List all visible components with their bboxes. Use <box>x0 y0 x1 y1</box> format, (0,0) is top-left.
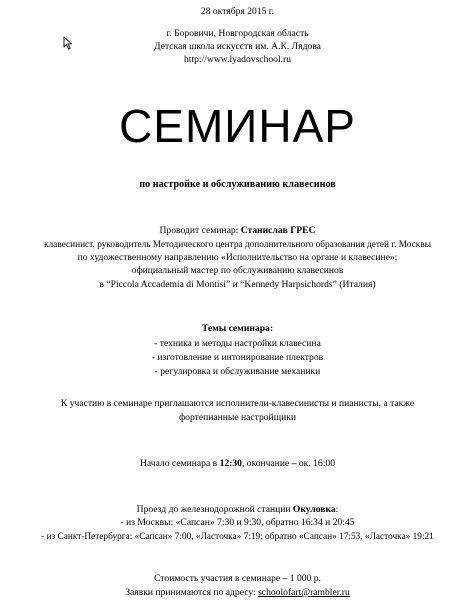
topics-heading: Темы семинара: <box>201 323 274 334</box>
participants-line-2: фортепианные настройщики <box>178 412 297 423</box>
station-name: Окуловка <box>292 504 336 515</box>
page-title: СЕМИНАР <box>119 100 356 152</box>
topic-item: - регулировка и обслуживание механики <box>154 366 321 377</box>
lecturer-master: официальный мастер по обслуживанию клавесинов <box>131 265 344 276</box>
school-name: Детская школа искусств им. А.К. Лядова <box>154 41 321 52</box>
document-date: 28 октября 2015 г. <box>200 6 275 17</box>
schedule-line <box>0 458 475 470</box>
cost-dash: – <box>282 573 288 584</box>
schedule-dash: – <box>291 458 297 469</box>
cost-line <box>0 573 475 585</box>
travel-intro-line <box>0 504 475 516</box>
lecturer-name: Станислав ГРЕС <box>240 225 316 236</box>
end-time: ок. 16:00 <box>296 458 335 469</box>
lecturer-academies: в “Piccola Accademia di Montisi” и “Kennedy Harpsichords” (Италия) <box>99 279 376 290</box>
contact-line <box>0 587 475 599</box>
city-line: г. Боровичи, Новгородская область <box>166 28 309 39</box>
lecturer-intro: Проводит семинар: <box>159 225 241 236</box>
page-subtitle: по настройке и обслуживанию клавесинов <box>139 179 336 190</box>
lecturer-direction: по художественному направлению «Исполнительство на органе и клавесине»; <box>77 252 398 263</box>
travel-spb: - из Санкт-Петербурга: «Сапсан» 7:00, «Ласточка» 7:19; обратно «Сапсан» 17:53, «Ласточка» 19:21 <box>41 532 434 542</box>
lecturer-line <box>0 225 475 237</box>
travel-intro: Проезд до железнодорожной станции <box>136 504 293 515</box>
end-label: , окончание <box>241 458 292 469</box>
lecturer-position: клавесинист, руководитель Методического центра дополнительного образования детей г. Москвы <box>44 240 431 250</box>
cost-value: 1 000 р. <box>287 573 321 584</box>
participants-line-1: К участию в семинаре приглашаются исполнители-клавесинисты и пианисты, а также <box>60 398 415 409</box>
travel-colon: : <box>335 504 339 515</box>
topic-item: - техника и методы настройки клавесина <box>154 338 321 349</box>
contact-label: Заявки принимаются по адресу: <box>125 587 259 598</box>
school-url: http://www.lyadovschool.ru <box>183 54 292 65</box>
cost-label: Стоимость участия в семинаре <box>154 573 283 584</box>
topic-item: - изготовление и интонирование плектров <box>151 352 324 363</box>
contact-email-link[interactable]: schoolofart@rambler.ru <box>258 587 350 598</box>
start-time: 12:30 <box>219 458 242 469</box>
start-label: Начало семинара в <box>140 458 220 469</box>
travel-moscow: - из Москвы: «Сапсан» 7:30 и 9:30, обратно 16:34 и 20:45 <box>120 517 355 528</box>
